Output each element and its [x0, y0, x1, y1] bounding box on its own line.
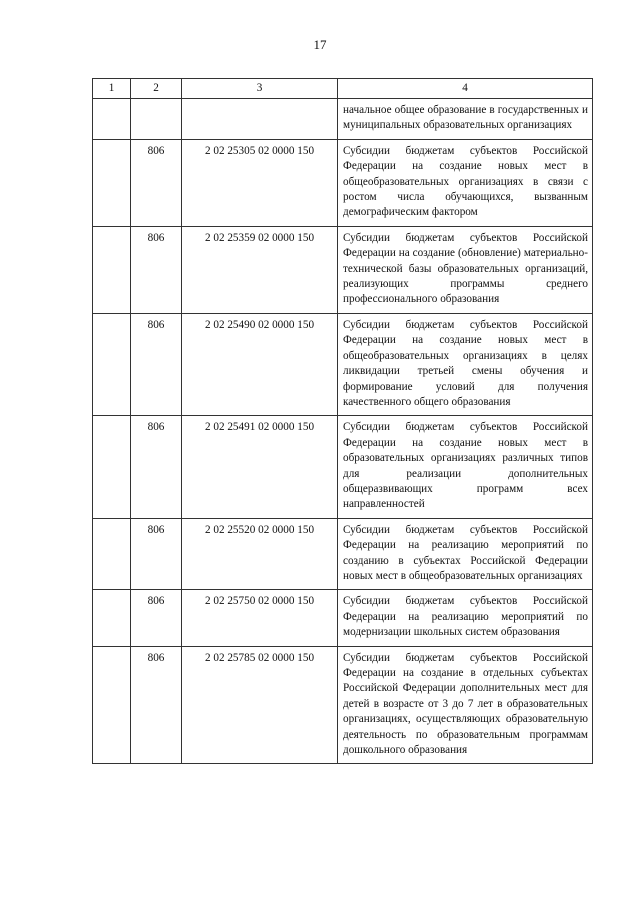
row-cell-col1: [93, 226, 131, 313]
page-number: 17: [313, 37, 327, 52]
revenue-code-cell: 2 02 25359 02 0000 150: [182, 226, 338, 313]
table-row: [93, 313, 593, 415]
description-cell: Субсидии бюджетам субъектов Российской Федерации на создание новых мест в образовательных организациях различных типов для реализации дополнительных общеразвивающих программ всех направленностей: [338, 416, 593, 518]
description-cell: Субсидии бюджетам субъектов Российской Федерации на создание новых мест в общеобразовательных организациях в связи с ростом числа обучающихся, вызванным демографическим фактором: [338, 139, 593, 226]
table-row: [93, 226, 593, 313]
column-number-2: 2: [131, 79, 182, 99]
admin-code-cell: 806: [131, 518, 182, 590]
table-row: [93, 646, 593, 764]
row-cell-col1: [93, 590, 131, 646]
revenue-code-cell: [182, 99, 338, 140]
row-cell-col1: [93, 139, 131, 226]
revenue-code-cell: 2 02 25490 02 0000 150: [182, 313, 338, 415]
row-cell-col1: [93, 313, 131, 415]
row-cell-col1: [93, 518, 131, 590]
column-number-1: 1: [93, 79, 131, 99]
description-cell: Субсидии бюджетам субъектов Российской Федерации на реализацию мероприятий по модернизации школьных систем образования: [338, 590, 593, 646]
table-row: [93, 416, 593, 518]
table-row: [93, 99, 593, 140]
admin-code-cell: 806: [131, 139, 182, 226]
revenue-code-cell: 2 02 25785 02 0000 150: [182, 646, 338, 764]
row-cell-col1: [93, 646, 131, 764]
table-row: [93, 518, 593, 590]
revenue-code-cell: 2 02 25305 02 0000 150: [182, 139, 338, 226]
row-cell-col1: [93, 99, 131, 140]
admin-code-cell: 806: [131, 416, 182, 518]
admin-code-cell: 806: [131, 590, 182, 646]
admin-code-cell: 806: [131, 226, 182, 313]
description-cell: Субсидии бюджетам субъектов Российской Федерации на создание в отдельных субъектах Российской Федерации дополнительных мест для детей в возрасте от 3 до 7 лет в образовательных организациях, осуществляющих образовательную деятельность по образовательным программам дошкольного образования: [338, 646, 593, 764]
table-row: [93, 139, 593, 226]
description-cell: Субсидии бюджетам субъектов Российской Федерации на создание новых мест в общеобразовательных организациях в целях ликвидации третьей смены обучения и формирование условий для получения качественного общего образования: [338, 313, 593, 415]
admin-code-cell: 806: [131, 646, 182, 764]
budget-table: [92, 78, 593, 764]
column-number-3: 3: [182, 79, 338, 99]
row-cell-col1: [93, 416, 131, 518]
revenue-code-cell: 2 02 25520 02 0000 150: [182, 518, 338, 590]
revenue-code-cell: 2 02 25491 02 0000 150: [182, 416, 338, 518]
revenue-code-cell: 2 02 25750 02 0000 150: [182, 590, 338, 646]
description-cell: начальное общее образование в государственных и муниципальных образовательных организациях: [338, 99, 593, 140]
admin-code-cell: 806: [131, 313, 182, 415]
description-cell: Субсидии бюджетам субъектов Российской Федерации на реализацию мероприятий по созданию в субъектах Российской Федерации новых мест в общеобразовательных организациях: [338, 518, 593, 590]
description-cell: Субсидии бюджетам субъектов Российской Федерации на создание (обновление) материально-технической базы образовательных организаций, реализующих программы среднего профессионального образования: [338, 226, 593, 313]
column-number-4: 4: [338, 79, 593, 99]
admin-code-cell: [131, 99, 182, 140]
table-header-row: [93, 79, 593, 99]
table-row: [93, 590, 593, 646]
